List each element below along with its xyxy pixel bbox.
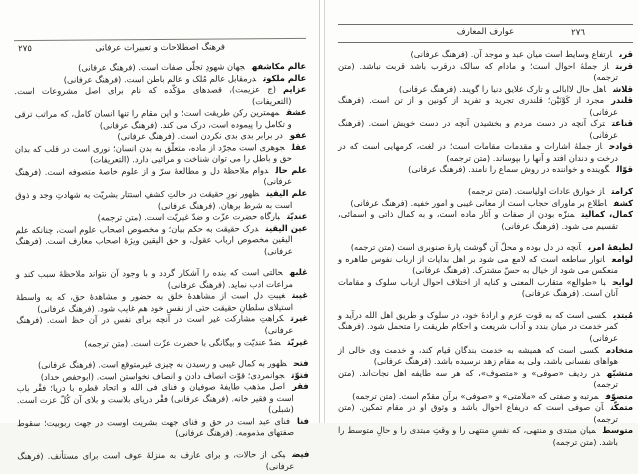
entry-term: قوادح [609,141,633,152]
entry-term: فتوّت [291,369,309,380]
right-page-number: ٢٧٦ [571,28,585,38]
entry-definition: منزّه بودن از صفات و آثار ماده است، و به کمال ذاتی و اسمائی، تقسیم می شود. (فرهنگ عرفانی) [338,209,618,231]
entry-definition: کسی است که همیشه به خدمت بندگان قیام کند، و خدمت وی خالی از هواهای نفسانی باشد، ولی به مقام زهد نرسیده باشد. (فرهنگ عرفانی) [338,344,618,367]
entry-term: عزایم [282,83,307,95]
dictionary-entry [15,107,307,132]
entry-definition: درمقابل عالم مُلک و عالم باطن است. (فرهنگ عرفانی) [63,72,257,85]
dictionary-entry [338,242,633,254]
dictionary-entry [16,313,308,338]
left-page-header [14,38,306,57]
entry-term: کمال، کمالیت [581,209,633,220]
entry-definition: بارگاه حضرت عزّت و ضدّ غیریّت است. (متن ترجمه) [97,211,280,223]
entry-term: قناعت [611,118,633,129]
entry-definition: مهمترین رکن طریقت است؛ و این مقام را تنها انسان کامل، که مراتب ترقی و تکامل را پیموده است، درک می کند. (فرهنگ عرفانی) [14,107,292,131]
entry-term: مُبتدی [613,309,633,320]
entry-definition: یکی از حالات، و برای عارف به منزلهٔ عوف است برای مستأنف. (فرهنگ عرفانی) [17,448,295,471]
dictionary-entry [338,186,633,198]
entry-term: متمکّن [610,402,633,413]
dictionary-entry [338,345,633,368]
dictionary-entry [17,416,309,441]
left-page-entries [14,61,309,474]
entry-definition: مجرد از کَوْنَیْن؛ قلندری تجرید و تفرید از کونین و از تن است. (فرهنگ عرفانی) [338,95,618,117]
dictionary-entry [15,188,307,213]
entry-definition: با «طوالع» متقارب المعنی و کنایه از اختلاف احوال ارباب سلوک و مقامات آنان است. (فرهنگ عرفانی) [338,276,618,299]
dictionary-entry [338,141,633,164]
dictionary-entry [338,209,633,232]
entry-term: فنا [296,415,310,426]
entry-term: قلاش [612,83,633,94]
entry-definition: فنای عبد است در حق و فنای جهت بشریت اوست در جهت ربوبیت؛ سقوط صفتهای مذمومه. (فرهنگ عرفانی) [16,415,295,439]
entry-definition: آن صوفی است که دریفاع احوال باشد و وثوق او در مقام تمکین. (متن ترجمه) [338,402,618,424]
entry-term: فقر [292,381,309,392]
entry-definition: ترک آنچه در دست مردم و بخشیدن آنچه در دست خویش است. (فرهنگ عرفانی) [338,118,618,140]
entry-definition: ظهور به کمال غیبی و رسیدن به چیزی غیرمتوقع است. (فرهنگ عرفانی) [37,358,287,371]
dictionary-entry [338,277,633,300]
entry-definition: میان مبتدی و منتهی، که نفسِ منتهی را و وقتِ مبتدی را و حالِ متوسط را باشد. (متن ترجمه) [338,425,618,447]
entry-term: علم الیقین [266,187,308,199]
entry-definition: انوار ساطعه است که لامع می شود بر اهل بدایات از ارباب نفوس طاهره و منعکس می شود از خیال به حسّ مشترک. (فرهنگ عرفانی) [338,253,618,276]
entry-term: کرامت [611,186,633,197]
entry-term: غلبه [289,267,308,278]
left-page [0,0,319,471]
right-page [325,0,638,447]
entry-definition: (ج عزیمت)، قصدهای مؤکّده که نام برای اصل مشروعات است. (التعریفات) [14,84,292,106]
dictionary-entry [338,49,633,61]
entry-term: علم حال [275,164,308,176]
dictionary-entry [17,381,309,418]
entry-definition: جهان شهودِ تجلّی صفات است. (فرهنگ عرفانی) [78,61,245,73]
entry-definition: کسی است که به قوت عزم و ارادهٔ خود، در سلوک و طریق اهل الله درآید و کمر خدمت در میان بندد و آداب شریعت و احکام طریقت را متحمل شود. (فرهنگ عرفانی) [338,309,618,344]
entry-term: غیرت [290,313,309,324]
entry-definition: از جملهٔ احوال است؛ و مادام که سالک درقرب باشد قربت نباشد. (متن ترجمه) [338,60,618,83]
entry-definition: گوینده و خواننده در روش سماع را نامند. (فرهنگ عرفانی) [408,164,610,175]
dictionary-entry [338,368,633,391]
entry-definition: اطلاع بر ماورای حجاب است از معانی غیبی و امور خفیه. (فرهنگ عرفانی) [350,197,607,208]
entry-definition: مرتبه و صفتی که «ملامتی» و «صوفی» برآن مقدّم است. (متن ترجمه) [352,390,599,401]
entry-term: متشبّه [607,367,633,378]
dictionary-entry [338,61,633,84]
entry-definition: ارتفاع وسایط است میان عبد و موجد آن. (فرهنگ عرفانی) [410,49,613,59]
entry-definition: درک حقیقت به حکم بیان؛ و مخصوص اصحاب علوم است، چنانکه علم الیقین مخصوص ارباب عقول، و حق الیقین ویژهٔ اصحاب معارف است. (فرهنگ عرفانی) [15,222,293,256]
section-gap [338,300,633,310]
entry-definition: کراهتِ مشارکت غیر است در آنچه برای نفس در آن حظ است. (فرهنگ عرفانی) [16,313,294,336]
dictionary-entry [338,391,633,403]
entry-definition: غیبتِ دل است از مشاهدهٔ خلق به حضور و مشاهدهٔ حق، که به واسطهٔ استیلای سلطانِ حقیقت حتی از نفس خود هم غایب شود. (فرهنگ عرفانی) [15,290,294,314]
entry-term: عفو [289,130,307,141]
entry-definition: در برابر بدی بدی نکردن است. (فرهنگ عرفانی) [117,130,283,142]
dictionary-entry [338,425,633,448]
entry-term: فتح [293,357,309,369]
entry-term: عالم ملکوت [263,72,307,83]
right-page-entries [338,49,633,449]
dictionary-entry [16,290,308,315]
entry-definition: ظهور نورِ حقیقت در حالتِ کشفِ استتار بشریّت به شهادتِ وجد و ذوق است به شرط برهان. (فرهنگ عرفانی) [15,188,293,211]
entry-term: قوّال [616,164,633,175]
right-page-sheet [338,24,633,449]
dictionary-entry [338,118,633,141]
entry-term: لطیفهٔ امری [588,242,633,253]
left-page-number: ٢٧٥ [18,44,32,55]
dictionary-entry [16,267,308,292]
dictionary-entry [17,449,309,474]
entry-term: فیض [292,448,310,459]
entry-definition: دوام ملاحظهٔ دل و مطالعهٔ سرّ و از علوم خاصهٔ متصوفه است. (فرهنگ عرفانی) [15,165,293,187]
entry-term: متوسط [602,425,633,436]
entry-term: عندیّت [286,210,308,222]
entry-term: متصوّف [605,390,633,401]
section-gap [338,232,633,242]
entry-term: عشق [286,107,307,118]
entry-term: عین الیقین [265,222,308,233]
entry-term: عالم مکاشفه [251,60,307,72]
dictionary-entry [338,164,633,176]
dictionary-entry [338,310,633,345]
right-page-header [338,24,633,43]
dictionary-entry [338,95,633,118]
entry-definition: جوانمردی؛ قوّت انصاف دادن و انصاف نخواستن است. (ابوحفص حداد) [40,369,285,382]
left-page-title: فرهنگ اصطلاحات و تعبیرات عرفانی [95,42,225,54]
dictionary-entry [15,142,307,167]
dictionary-entry [338,254,633,277]
entry-definition: جوهری است مجرّد از ماده، متعلّق به بدن انسان؛ نوری است در قلب که بدان حق و باطل را می توان شناخت و مرائیی دارد. (التعریفات) [14,141,292,165]
entry-term: قربت [615,60,633,71]
left-page-sheet [14,38,309,474]
entry-term: متخادم [605,344,633,355]
entry-definition: در ردیف «صوفی» و «متصوف»، که هر سه طایفه اهل نجات‌اند. (متن ترجمه) [338,367,618,390]
entry-definition: اصل مذهب طایفهٔ صوفیان و فنای فی الله و اتحاد قطره با دریا؛ فقْر باب است و فقیر خانه. (فرهنگ عرفانی) فقْر دریای بلاست و بلای آن کُلّ عزت است. (شبلی) [16,381,294,415]
entry-term: غیریّت [287,336,309,347]
dictionary-entry [14,84,306,109]
entry-definition: ضدّ عندیّت و بیگانگی با حضرت عزّت است. (متن ترجمه) [84,336,281,349]
entry-term: قلندر [611,95,633,106]
dictionary-entry [338,402,633,425]
entry-term: لوامع [611,253,633,264]
dictionary-entry [15,165,307,190]
entry-term: کشف [613,197,633,208]
entry-term: عقل [291,141,307,152]
dictionary-entry [16,336,308,350]
right-page-title: عوارف المعارف [456,27,515,37]
entry-definition: از خوارق عادات اولیاست. (متن ترجمه) [467,186,605,197]
entry-term: غیبت [292,290,309,301]
entry-definition: حالتی است که بنده را آشکار گردد و با وجود آن نتواند ملاحظهٔ سبب کند و مراعات ادب نماید. (فرهنگ عرفانی) [15,267,293,290]
dictionary-entry [15,223,307,260]
dictionary-entry [338,198,633,210]
entry-term: قرب [619,49,633,59]
dictionary-entry [338,84,633,96]
entry-term: لوایح [612,276,633,287]
section-gap [338,176,633,186]
entry-definition: از جملهٔ اشارات و مقدمات مقامات است؛ در لغت، کرمهایی است که در درخت و دندان افتد و آنها را بپوساند. (متن ترجمه) [338,141,618,163]
entry-definition: اهل حال لاابالی و تارک علایق دنیا را گویند. (فرهنگ عرفانی) [398,83,606,94]
entry-definition: آنچه در دل بوده و محلّ آن گوشت پارهٔ صنوبری است (متن ترجمه) [350,242,581,253]
